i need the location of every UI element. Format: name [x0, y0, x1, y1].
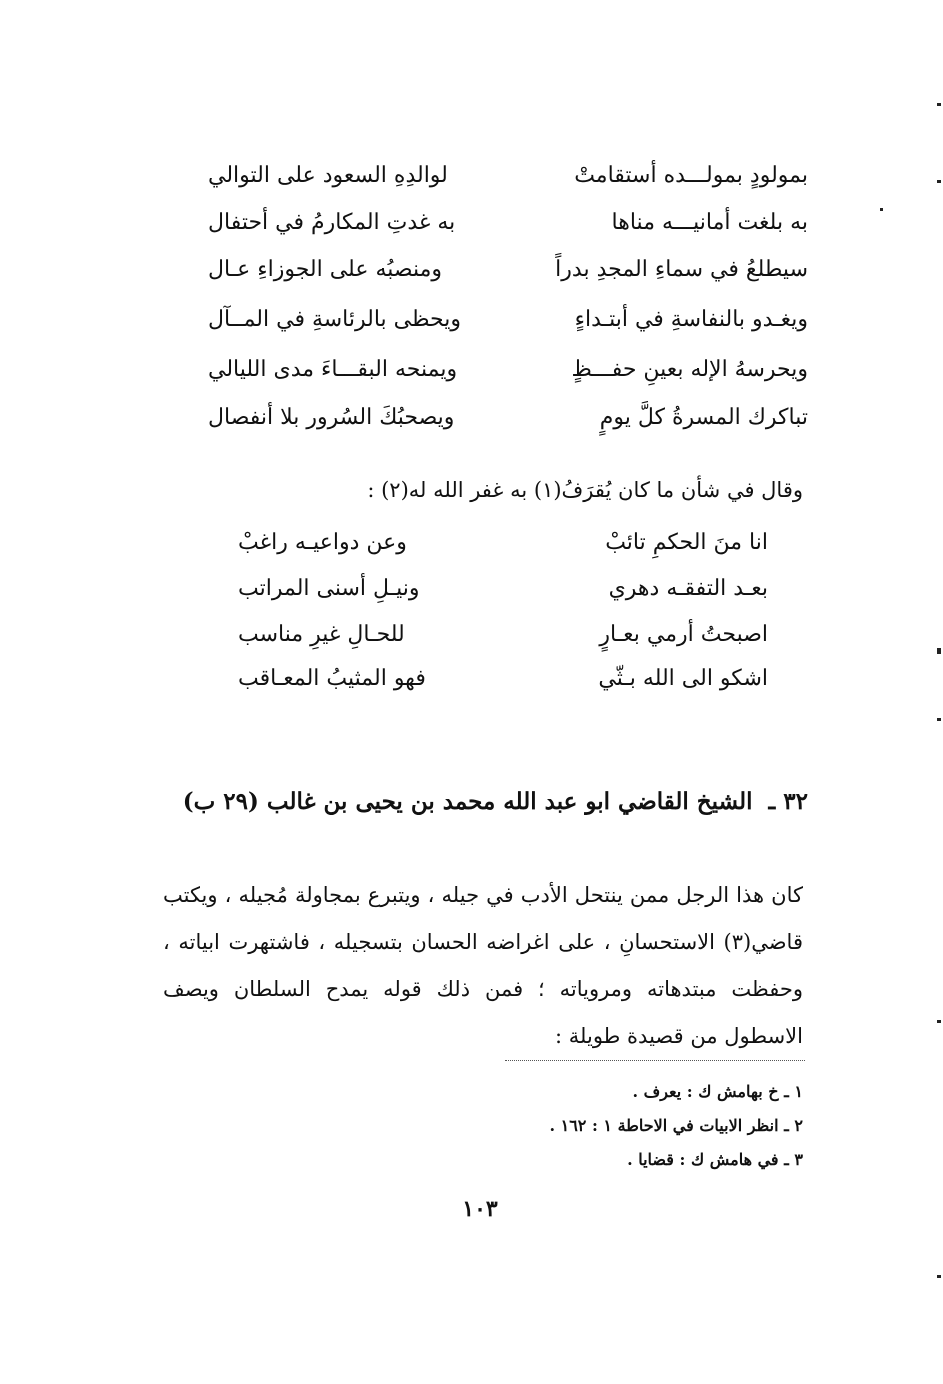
verse-hemistich-first: سيطلعُ في سماءِ المجدِ بدراً [555, 257, 808, 282]
verse-hemistich-second: ويحظى بالرئاسةِ في المــآل [208, 307, 461, 332]
body-paragraph [163, 872, 803, 1060]
verse-hemistich-second: ويصحبُكَ السُرور بلا أنفصال [208, 405, 455, 430]
section-title: الشيخ القاضي ابو عبد الله محمد بن يحيى بن غالب (٢٩ ب) [182, 788, 753, 815]
poem1-verse [208, 154, 808, 198]
verse-hemistich-second: وعن دواعيـه راغبْ [238, 530, 407, 555]
poem1-verse [208, 396, 808, 440]
verse-hemistich-second: ونيـلِ أسنى المراتب [238, 576, 420, 601]
verse-hemistich-second: لوالدِهِ السعود على التوالي [208, 163, 448, 188]
scan-mark [937, 180, 941, 183]
scan-mark [937, 648, 941, 654]
page-number: ١٠٣ [462, 1196, 498, 1222]
verse-hemistich-first: اصبحتُ أرمي بعـارٍ [599, 622, 768, 647]
poem2-verse [238, 520, 768, 566]
scan-mark [937, 1020, 941, 1023]
footnotes [403, 1075, 803, 1177]
footnote: ٣ ـ في هامش ك : قضايا . [627, 1150, 803, 1169]
scan-mark [937, 103, 941, 106]
scan-mark [937, 1275, 941, 1278]
verse-hemistich-second: به غدتِ المكارمُ في أحتفال [208, 210, 456, 235]
poem1-verse [208, 201, 808, 245]
verse-hemistich-second: فهو المثيبُ المعـاقب [238, 666, 426, 691]
poem1-verse [208, 298, 808, 342]
poem2-verse [238, 566, 768, 612]
scan-mark [880, 208, 883, 211]
verse-hemistich-second: ويمنحه البقـــاءَ مدى الليالي [208, 357, 458, 382]
verse-hemistich-first: ويحرسهُ الإله بعينِ حفـــظٍ [571, 357, 808, 382]
poem2-verse [238, 612, 768, 658]
poem2-verse [238, 656, 768, 702]
section-heading [168, 780, 808, 824]
poem2-intro: وقال في شأن ما كان يُقرَفُ(١) به غفر الله له(٢) : [367, 478, 803, 502]
footnote-separator [505, 1060, 805, 1061]
footnote: ١ ـ خ بهامش ك : يعرف . [632, 1082, 803, 1101]
paragraph-text: كان هذا الرجل ممن ينتحل الأدب في جيله ، ويتبرع بمجاولة مُجيله ، ويكتب قاضي(٣) الاستحسانِ ، على اغراضه الحسان بتسجيله ، فاشتهرت ابياته ، وحفظت مبتدهاته ومروياته ؛ فمن ذلك قوله يمدح السلطان ويصف الاسطول من قصيدة طويلة : [163, 883, 803, 1048]
footnote: ٢ ـ انظر الابيات في الاحاطة ١ : ١٦٢ . [549, 1116, 803, 1135]
section-number: ٣٢ ـ [768, 788, 808, 815]
verse-hemistich-first: اشكو الى الله بـثّي [598, 666, 768, 691]
poem1-verse [208, 348, 808, 392]
scan-mark [937, 718, 941, 721]
verse-hemistich-first: ويغـدو بالنفاسةِ في أبتـداءٍ [574, 307, 808, 332]
verse-hemistich-first: بمولودٍ بمولـــده أستقامتْ [574, 163, 808, 188]
verse-hemistich-second: للحـالِ غيرِ مناسب [238, 622, 405, 647]
verse-hemistich-first: تباكرك المسرةُ كلَّ يومٍ [599, 405, 808, 430]
verse-hemistich-first: انا منَ الحكمِ تائبْ [605, 530, 768, 555]
verse-hemistich-first: بعـد التفقـه دهري [608, 576, 768, 601]
verse-hemistich-second: ومنصبُه على الجوزاءِ عـال [208, 257, 443, 282]
verse-hemistich-first: به بلغت أمانيـــه مناها [611, 210, 808, 235]
poem1-verse [208, 248, 808, 292]
